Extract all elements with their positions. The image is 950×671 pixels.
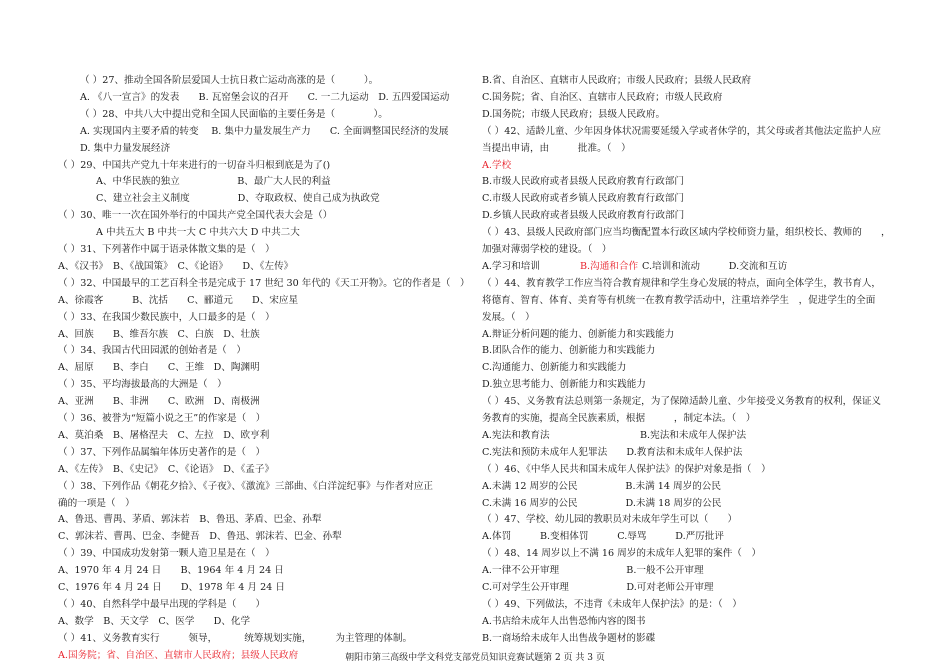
text-line: 务教育的实施，提高全民族素质，根据 ，制定本法。（ ）	[482, 413, 756, 424]
text-line: （ ）36、被誉为“短篇小说之王”的作家是（ ）	[58, 413, 266, 424]
text-line: 将德育、智育、体育、美育等有机统一在教育教学活动中，注重培养学生 ，促进学生的全面	[482, 294, 876, 306]
text-line: （ ）38、下列作品《朝花夕拾》、《子夜》、《激流》三部曲、《白洋淀纪事》与作者对应正	[58, 480, 434, 492]
text-line: B.省、自治区、直辖市人民政府；市级人民政府；县级人民政府	[482, 75, 752, 86]
text-line: （ ）37、下列作品属编年体历史著作的是（ ）	[58, 446, 266, 458]
text-line: 发展。（ ）	[482, 311, 535, 323]
text-line: C.培训和流动 D.交流和互访	[642, 260, 788, 272]
text-line: （ ）47、学校、幼儿园的教职员对未成年学生可以（ ）	[482, 514, 738, 526]
text-line: C.未满 16 周岁的公民 D.未满 18 周岁的公民	[482, 497, 722, 509]
text-line: A 中共五大 B 中共一大 C 中共六大 D 中共二大	[96, 227, 300, 239]
text-line: （ ）43、县级人民政府部门应当均衡配置本行政区域内学校师资力量，组织校长、教师的 ，	[482, 227, 891, 239]
text-line: A、中华民族的独立 B、最广大人民的利益	[96, 176, 331, 188]
text-line: （ ）33、在我国少数民族中，人口最多的是（ ）	[58, 311, 275, 323]
text-line: C、郭沫若、曹禺、巴金、李健吾 D、鲁迅、郭沫若、巴金、孙犁	[58, 531, 342, 543]
text-line: C.沟通能力、创新能力和实践能力	[482, 362, 627, 374]
text-line: 当提出申请，由 批准。（ ）	[482, 142, 631, 154]
text-line: （ ）42、适龄儿童、少年因身体状况需要延缓入学或者休学的，其父母或者其他法定监护人应	[482, 125, 882, 137]
text-line: A.体罚 B.变相体罚 C.辱骂 D.严厉批评	[482, 531, 724, 543]
answer-line: A.学校	[482, 159, 512, 171]
text-line: （ ）45、义务教育法总则第一条规定，为了保障适龄儿童、少年接受义务教育的权利，保证义	[482, 396, 882, 408]
text-line: （ ）31、下列著作中属于语录体散文集的是（ ）	[58, 244, 275, 255]
text-line: 加强对薄弱学校的建设。（ ）	[482, 244, 612, 255]
text-line: B.一商场给未成年人出售战争题材的影碟	[482, 632, 656, 644]
text-line: （ ）49、下列做法，不违背《未成年人保护法》的是：（ ）	[482, 598, 742, 610]
text-line: A、徐霞客 B、沈括 C、郦道元 D、宋应星	[58, 294, 299, 306]
text-line: （ ）34、我国古代田园派的创始者是（ ）	[58, 345, 246, 357]
text-line: A.书店给未成年人出售恐怖内容的图书	[482, 615, 646, 627]
text-line: C.宪法和预防未成年人犯罪法 D.教育法和未成年人保护法	[482, 446, 743, 458]
text-line: A.宪法和教育法	[482, 429, 550, 441]
text-line: （ ）39、中国成功发射第一颗人造卫星是在（ ）	[58, 548, 275, 560]
text-line: A、鲁迅、曹禺、茅盾、郭沫若 B、鲁迅、茅盾、巴金、孙犁	[58, 514, 322, 526]
text-line: A.未满 12 周岁的公民 B.未满 14 周岁的公民	[482, 480, 721, 492]
text-line: A. 《八一宣言》的发表 B. 瓦窑堡会议的召开 C. 一二九运动 D. 五四爱国运动	[80, 91, 450, 103]
text-line: A、屈原 B、李白 C、王维 D、陶渊明	[58, 362, 260, 374]
text-line: B.团队合作的能力、创新能力和实践能力	[482, 345, 656, 357]
text-line: A、回族 B、维吾尔族 C、白族 D、壮族	[58, 328, 260, 340]
text-line: D.国务院；市级人民政府；县级人民政府。	[482, 108, 666, 120]
text-line: A、数学 B、天文学 C、医学 D、化学	[58, 615, 251, 627]
text-line: D. 集中力量发展经济	[80, 142, 171, 154]
text-line: （ ）46、《中华人民共和国未成年人保护法》的保护对象是指（ ）	[482, 463, 771, 475]
text-line: B.宪法和未成年人保护法	[640, 429, 747, 441]
text-line: C.市级人民政府或者乡镇人民政府教育行政部门	[482, 193, 684, 205]
text-line: （ ）48、14 周岁以上不满 16 周岁的未成年人犯罪的案件（ ）	[482, 548, 762, 560]
answer-line: A.国务院；省、自治区、直辖市人民政府；县级人民政府	[58, 649, 299, 661]
text-line: C、1976 年 4 月 24 日 D、1978 年 4 月 24 日	[58, 582, 285, 593]
text-line: （ ）41、义务教育实行 领导， 统筹规划实施， 为主管理的体制。	[58, 632, 413, 644]
text-line: A、《左传》 B、《史记》 C、《论语》 D、《孟子》	[58, 463, 275, 475]
text-line: （ ）29、中国共产党九十年来进行的一切奋斗归根到底是为了()	[58, 159, 331, 171]
text-line: D.独立思考能力、创新能力和实践能力	[482, 379, 646, 391]
text-line: （ ）35、平均海拔最高的大洲是（ ）	[58, 379, 227, 391]
text-line: （ ）32、中国最早的工艺百科全书是完成于 17 世纪 30 年代的《天工开物》。它的作者是（ ）	[58, 277, 470, 289]
text-line: 确的一项是（ ）	[58, 497, 135, 509]
text-line: A.一律不公开审理 B.一般不公开审理	[482, 565, 704, 577]
text-line: （ ）28、中共八大中提出党和全国人民面临的主要任务是（ ）。	[80, 108, 388, 120]
text-line: D.乡镇人民政府或者县级人民政府教育行政部门	[482, 210, 685, 222]
text-line: A、莫泊桑 B、屠格涅夫 C、左拉 D、欧亨利	[58, 429, 270, 441]
text-line: A.辩证分析问题的能力、创新能力和实践能力	[482, 328, 675, 340]
text-line: （ ）44、教育教学工作应当符合教育规律和学生身心发展的特点，面向全体学生，教书育人，	[482, 277, 882, 289]
text-line: A、亚洲 B、非洲 C、欧洲 D、南极洲	[58, 396, 260, 408]
page-footer: 朝阳市第三高级中学文科党支部党员知识竞赛试题第 2 页 共 3 页	[345, 653, 605, 663]
text-line: （ ）27、推动全国各阶层爱国人士抗日救亡运动高涨的是（ ）。	[80, 75, 379, 86]
text-line: C.可对学生公开审理 D.可对老师公开审理	[482, 582, 714, 593]
text-line: （ ）30、唯一一次在国外举行的中国共产党全国代表大会是（）	[58, 210, 333, 222]
answer-line: B.沟通和合作	[580, 260, 639, 272]
text-line: A、《汉书》 B、《战国策》 C、《论语》 D、《左传》	[58, 260, 294, 272]
text-line: A. 实现国内主要矛盾的转变 B. 集中力量发展生产力 C. 全面调整国民经济的发展	[80, 125, 449, 137]
text-line: B.市级人民政府或者县级人民政府教育行政部门	[482, 176, 684, 188]
text-line: C、建立社会主义制度 D、夺取政权、使自己成为执政党	[96, 193, 380, 205]
text-line: A.学习和培训	[482, 260, 540, 272]
text-line: A、1970 年 4 月 24 日 B、1964 年 4 月 24 日	[58, 565, 284, 577]
text-line: （ ）40、自然科学中最早出现的学科是（ ）	[58, 598, 266, 610]
text-line: C.国务院；省、自治区、直辖市人民政府；市级人民政府	[482, 91, 723, 103]
